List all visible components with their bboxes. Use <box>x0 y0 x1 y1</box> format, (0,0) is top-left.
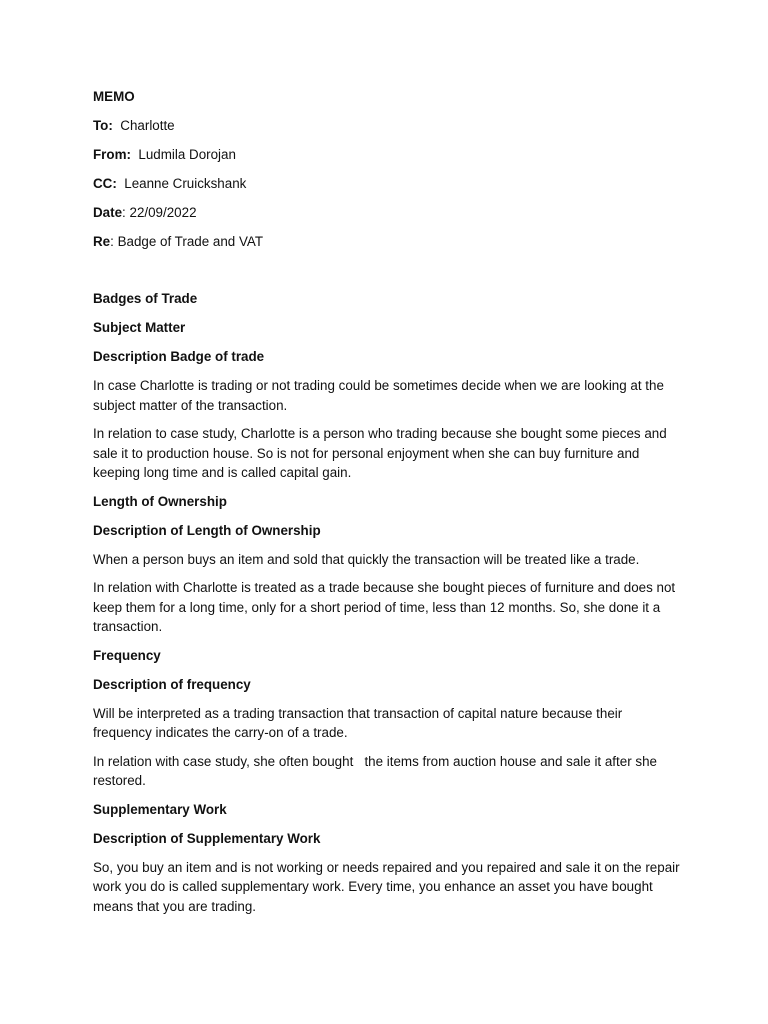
paragraph: In relation with Charlotte is treated as a trade because she bought pieces of furniture and does not keep them for a long time, only for a short period of time, less than 12 months. So, she done it a transaction. <box>93 580 676 634</box>
section-description-title: Description of Length of Ownership <box>93 522 321 538</box>
from-colon: : <box>126 147 131 162</box>
cc-colon: : <box>112 176 117 191</box>
cc-value: Leanne Cruickshank <box>124 176 247 191</box>
to-label: To <box>93 118 109 133</box>
to-value: Charlotte <box>120 118 175 133</box>
section-title: Subject Matter <box>93 320 186 335</box>
header-spacer <box>93 261 683 289</box>
paragraph: So, you buy an item and is not working or needs repaired and you repaired and sale it on the repair work you do is called supplementary work. Every time, you enhance an asset you have bought means that you are trading. <box>93 859 680 914</box>
paragraph: In relation to case study, Charlotte is a person who trading because she bought some pieces and sale it to production house. So is not for personal enjoyment when she can buy furniture and keeping long time and is called capital gain. <box>93 426 667 480</box>
section-title: Length of Ownership <box>93 493 227 509</box>
date-label: Date <box>93 205 123 220</box>
section-description-title: Description Badge of trade <box>93 349 265 364</box>
re-line <box>93 232 683 252</box>
paragraph: When a person buys an item and sold that quickly the transaction will be treated like a trade. <box>93 551 640 567</box>
from-label: From <box>93 147 127 162</box>
memo-document <box>93 87 683 925</box>
section-title: Frequency <box>93 647 161 663</box>
paragraph: In case Charlotte is trading or not trading could be sometimes decide when we are looking at the subject matter of the transaction. <box>93 378 664 413</box>
to-line <box>93 116 683 136</box>
date-line <box>93 203 683 223</box>
date-colon: : <box>122 205 126 220</box>
re-colon: : <box>110 234 114 249</box>
memo-title: MEMO <box>93 89 135 104</box>
to-colon: : <box>108 118 113 133</box>
from-value: Ludmila Dorojan <box>138 147 236 162</box>
cc-label: CC <box>93 176 113 191</box>
body-heading: Badges of Trade <box>93 291 198 306</box>
section-description-title: Description of Supplementary Work <box>93 830 321 846</box>
re-value: Badge of Trade and VAT <box>117 234 263 249</box>
date-value: 22/09/2022 <box>129 205 197 220</box>
section-title: Supplementary Work <box>93 801 227 817</box>
from-line <box>93 145 683 165</box>
cc-line <box>93 174 683 194</box>
re-label: Re <box>93 234 111 249</box>
section-description-title: Description of frequency <box>93 676 251 692</box>
paragraph: In relation with case study, she often bought the items from auction house and sale it after she restored. <box>93 753 661 788</box>
paragraph: Will be interpreted as a trading transaction that transaction of capital nature because their frequency indicates the carry-on of a trade. <box>93 705 623 740</box>
